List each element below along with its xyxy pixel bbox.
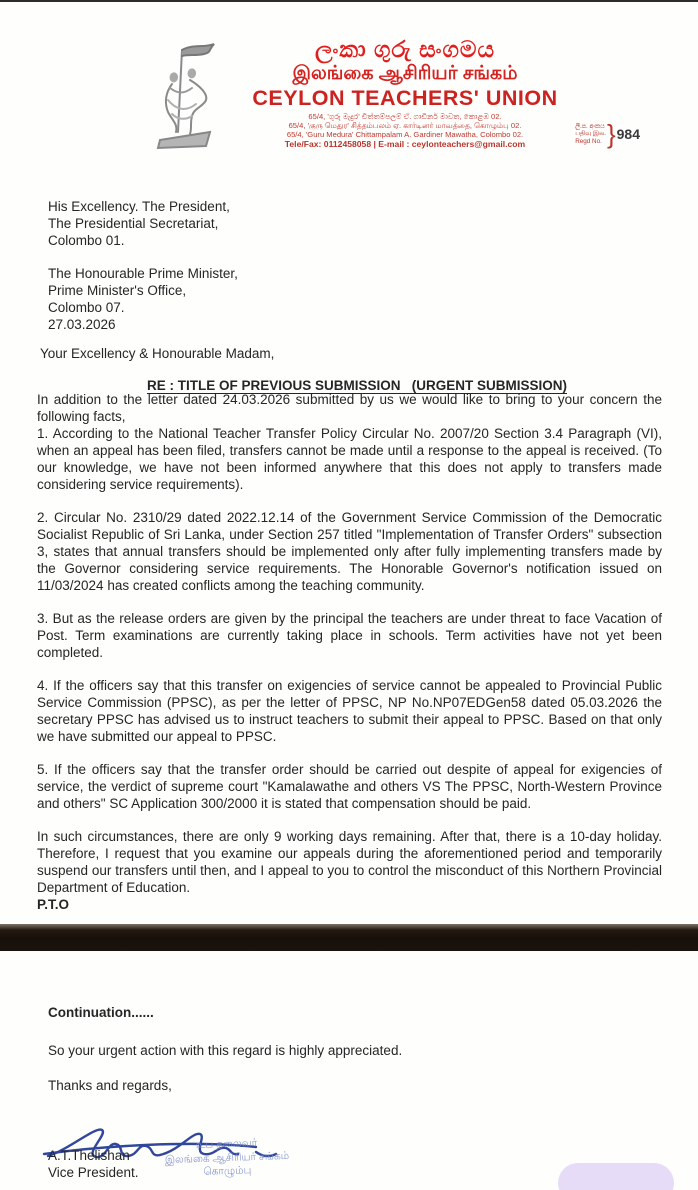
- body-point-1: 1. According to the National Teacher Transfer Policy Circular No. 2007/20 Section 3.4 Paragraph (VI), when an appeal has been filed, transfers cannot be made until a response to the appeal is received. (To our knowledge, we have not been informed anywhere that this does not apply to transfers made considering service requirements).: [37, 426, 662, 492]
- recipient-address-block: [48, 198, 238, 333]
- recipient-gap: [48, 249, 238, 265]
- letter-date: 27.03.2026: [48, 317, 116, 332]
- salutation: Your Excellency & Honourable Madam,: [40, 346, 275, 361]
- body-intro: In addition to the letter dated 24.03.2026 submitted by us we would like to bring to your concern the following facts,: [37, 392, 662, 424]
- stamp-union-tamil: இலங்கை ஆசிரியர் சங்கம்: [164, 1149, 290, 1166]
- body-point-3: 3. But as the release orders are given by the principal the teachers are under threat to face Vacation of Post. Term examinations are currently taking place in schools. Term activities have not yet been completed.: [37, 611, 662, 660]
- union-stamp: [111, 1134, 342, 1183]
- regd-brace: }: [606, 119, 616, 149]
- regd-label-sinhala: ලි.ප. අංකය: [575, 122, 605, 130]
- continuation-thanks-line: Thanks and regards,: [48, 1078, 172, 1093]
- union-title-sinhala: ලංකා ගුරු සංගමය: [315, 36, 495, 62]
- registration-number-block: [575, 121, 640, 147]
- signatory-name: A.T.Thelishan: [48, 1148, 130, 1163]
- address-sinhala: 65/4, 'ගුරු මැදුර' චිත්තම්පලම් ඒ. ගාඩිනර් මාවත, කොළඹ 02.: [308, 112, 502, 121]
- floating-overlay-button[interactable]: [558, 1163, 674, 1190]
- contact-line: Tele/Fax: 0112458058 | E-mail : ceylonteachers@gmail.com: [284, 139, 526, 150]
- letterhead-address: [232, 113, 578, 149]
- recipient2-line1: The Honourable Prime Minister,: [48, 266, 238, 281]
- regd-number: 984: [616, 126, 640, 142]
- union-title-english: CEYLON TEACHERS' UNION: [252, 86, 558, 110]
- continuation-appreciation-line: So your urgent action with this regard is highly appreciated.: [48, 1043, 403, 1058]
- address-english: 65/4, 'Guru Medura' Chittampalam A. Gardiner Mawatha, Colombo 02.: [286, 129, 524, 139]
- recipient2-line3: Colombo 07.: [48, 300, 125, 315]
- stamp-title-tamil: உப தலைவர்: [195, 1136, 258, 1152]
- body-closing: In such circumstances, there are only 9 working days remaining. After that, there is a 10-day holiday. Therefore, I request that you examine our appeals during the aforementioned period and temporarily suspend our transfers until then, and I appeal to you to control the misconduct of this Northern Provincial Department of Education.: [37, 829, 662, 895]
- signatory-title: Vice President.: [48, 1165, 139, 1180]
- recipient1-line2: The Presidential Secretariat,: [48, 216, 219, 231]
- letterhead-text: [232, 36, 640, 158]
- body-point-4: 4. If the officers say that this transfer on exigencies of service cannot be appealed to Provincial Public Service Commission (PPSC), as per the letter of PPSC, NP No.NP07EDGen58 dated 05.03.2026 the secretary PPSC has advised us to instruct teachers to submit their appeal to PPSC. Based on that only we have submitted our appeal to PPSC.: [37, 678, 662, 744]
- body-point-2: 2. Circular No. 2310/29 dated 2022.12.14 of the Government Service Commission of the Democratic Socialist Republic of Sri Lanka, under Section 257 titled "Implementation of Transfer Orders" subsection 3, states that annual transfers should be implemented only after fully implementing transfers made by the Governor considering service requirements. The Honorable Governor's notification issued on 11/03/2024 has created conflicts among the teaching community.: [37, 510, 662, 593]
- continuation-heading: Continuation......: [48, 1005, 154, 1020]
- regd-label-tamil: பதிவு இல.: [575, 130, 606, 138]
- letter-body: [37, 391, 662, 929]
- regd-label-english: Regd No.: [575, 137, 602, 145]
- letterhead: [148, 36, 640, 158]
- subject-text: RE : TITLE OF PREVIOUS SUBMISSION (URGENT SUBMISSION): [146, 378, 568, 393]
- recipient1-line3: Colombo 01.: [48, 233, 125, 248]
- page-break-bar: [0, 924, 698, 951]
- pto-marker: P.T.O: [37, 897, 70, 912]
- union-title-tamil: இலங்கை ஆசிரியர் சங்கம்: [292, 63, 518, 84]
- address-tamil: 65/4, 'குரு மெதுர' சித்தம்பலம் ஏ. கார்டினர் மாவத்தை, கொழும்பு 02.: [288, 120, 522, 130]
- stamp-city-tamil: கொழும்பு: [203, 1164, 252, 1178]
- recipient2-line2: Prime Minister's Office,: [48, 283, 187, 298]
- union-statue-logo-icon: [148, 36, 224, 158]
- body-point-5: 5. If the officers say that the transfer order should be carried out despite of appeal for exigencies of service, the verdict of supreme court "Kamalawathe and others VS The PPSC, North-Western Province and others" SC Application 300/2000 it is stated that compensation should be paid.: [37, 762, 662, 811]
- top-border-line: [0, 0, 698, 2]
- regd-labels: [575, 123, 606, 145]
- recipient1-line1: His Excellency. The President,: [48, 199, 230, 214]
